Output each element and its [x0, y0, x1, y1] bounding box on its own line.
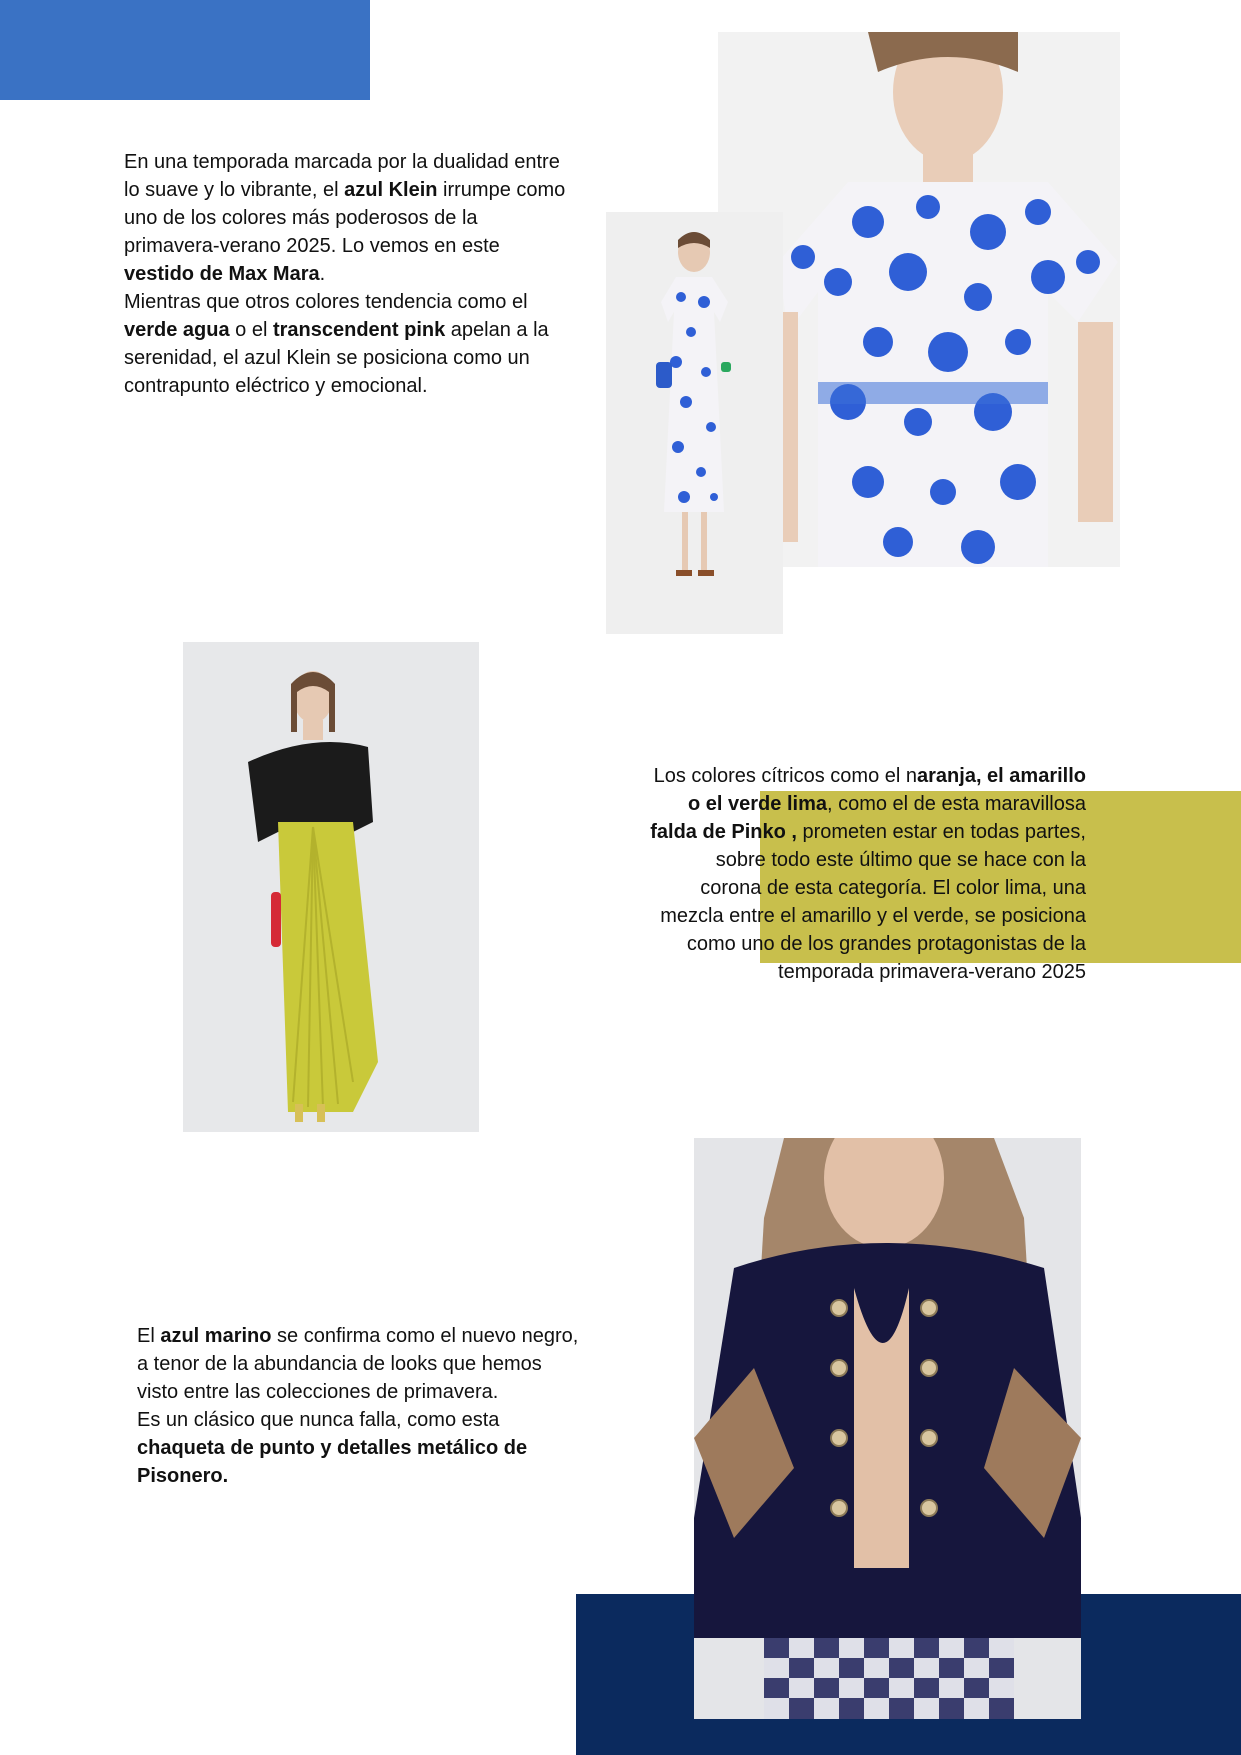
text-run: , como el de esta maravillosa — [826, 793, 1086, 815]
text-run: visto entre las colecciones de primavera. — [137, 1381, 499, 1403]
text-line — [620, 874, 1086, 902]
text-line — [124, 148, 594, 176]
text-run: . — [319, 263, 326, 285]
text-line — [137, 1378, 607, 1406]
pisonero-cardigan-photo — [694, 1138, 1081, 1719]
text-run: a tenor de la abundancia de looks que hemos — [137, 1353, 542, 1375]
text-line — [137, 1322, 607, 1350]
text-run: se confirma como el nuevo negro, — [271, 1325, 579, 1347]
text-run: contrapunto eléctrico y emocional. — [124, 375, 428, 397]
bold-text-run: vestido de Max Mara — [124, 263, 320, 285]
text-run: Los colores cítricos como el n — [653, 765, 918, 787]
text-run: El — [137, 1325, 161, 1347]
text-run: temporada primavera-verano 2025 — [778, 961, 1086, 983]
text-line — [124, 232, 594, 260]
text-line — [124, 176, 594, 204]
text-run: En una temporada marcada por la dualidad entre — [124, 151, 560, 173]
bold-text-run: verde agua — [124, 319, 230, 341]
text-run: uno de los colores más poderosos de la — [124, 207, 478, 229]
bold-text-run: azul marino — [160, 1325, 272, 1347]
bold-text-run: aranja, el amarillo — [917, 765, 1086, 787]
bold-text-run: falda de Pinko , — [650, 821, 797, 843]
text-line — [124, 316, 594, 344]
text-run: apelan a la — [445, 319, 549, 341]
bold-text-run: azul Klein — [344, 179, 438, 201]
citricos-paragraph — [620, 762, 1086, 986]
azul-marino-paragraph — [137, 1322, 607, 1490]
text-line — [137, 1434, 607, 1462]
azul-klein-paragraph — [124, 148, 594, 400]
text-line — [620, 790, 1086, 818]
text-run: o el — [229, 319, 273, 341]
text-line — [620, 762, 1086, 790]
text-run: sobre todo este último que se hace con la — [715, 849, 1086, 871]
text-run: prometen estar en todas partes, — [796, 821, 1086, 843]
text-run: primavera-verano 2025. Lo vemos en este — [124, 235, 500, 257]
bold-text-run: transcendent pink — [272, 319, 446, 341]
text-line — [620, 818, 1086, 846]
text-line — [620, 958, 1086, 986]
text-line — [124, 288, 594, 316]
bold-text-run: Pisonero. — [137, 1465, 229, 1487]
text-run: Mientras que otros colores tendencia como el — [124, 291, 528, 313]
text-run: mezcla entre el amarillo y el verde, se posiciona — [660, 905, 1086, 927]
text-line — [137, 1350, 607, 1378]
klein-blue-color-block — [0, 0, 370, 100]
text-line — [620, 902, 1086, 930]
text-run: Es un clásico que nunca falla, como esta — [137, 1409, 500, 1431]
text-run: como uno de los grandes protagonistas de la — [686, 933, 1086, 955]
max-mara-dress-full-photo — [606, 212, 783, 634]
text-line — [124, 344, 594, 372]
text-line — [124, 260, 594, 288]
pinko-lime-skirt-photo — [183, 642, 479, 1132]
text-line — [124, 372, 594, 400]
text-run: corona de esta categoría. El color lima, una — [700, 877, 1086, 899]
bold-text-run: chaqueta de punto y detalles metálico de — [137, 1437, 528, 1459]
text-run: serenidad, el azul Klein se posiciona como un — [124, 347, 530, 369]
text-line — [620, 846, 1086, 874]
text-line — [137, 1462, 607, 1490]
text-line — [124, 204, 594, 232]
text-run: irrumpe como — [437, 179, 566, 201]
text-line — [137, 1406, 607, 1434]
text-run: lo suave y lo vibrante, el — [124, 179, 345, 201]
bold-text-run: o el verde lima — [688, 793, 827, 815]
text-line — [620, 930, 1086, 958]
